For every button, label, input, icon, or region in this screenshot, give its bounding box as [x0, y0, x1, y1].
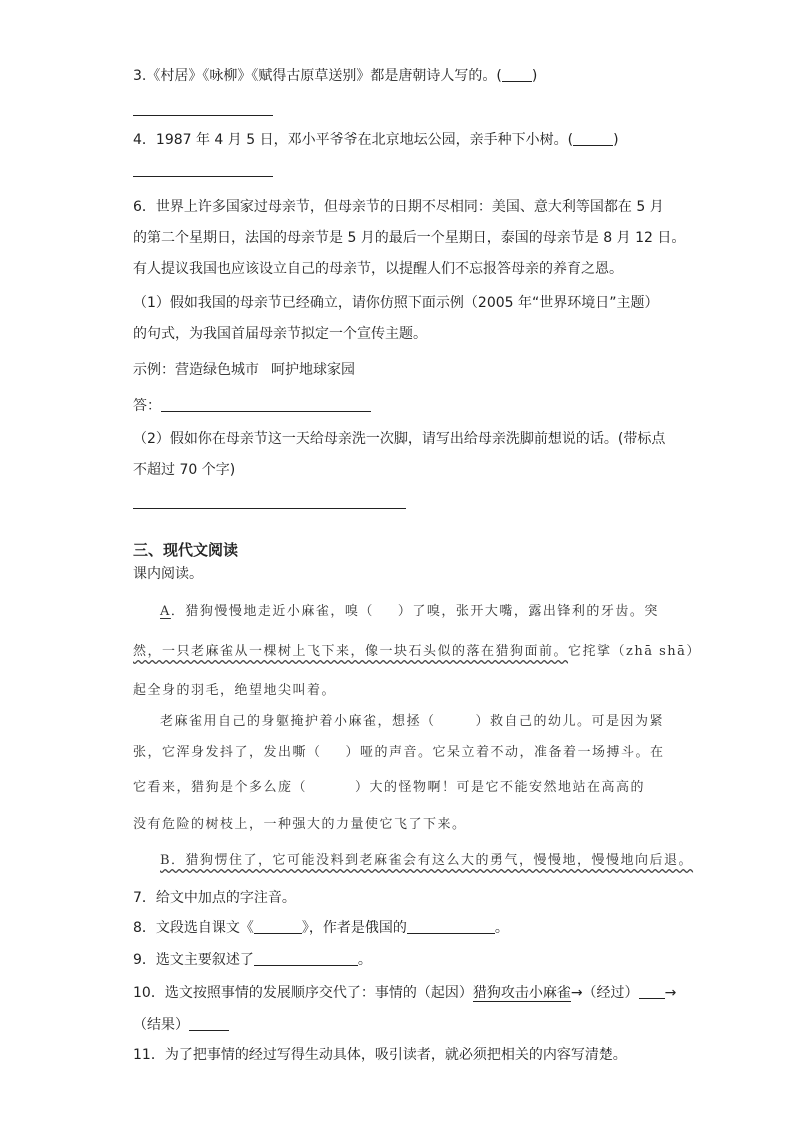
passage-a-line-3: 起全身的羽毛，绝望地尖叫着。: [133, 683, 337, 698]
question-8: 8．文段选自课文《 》，作者是俄国的 。: [133, 920, 509, 936]
answer-blank[interactable]: [407, 918, 495, 934]
section-subtitle: 课内阅读。: [133, 566, 203, 582]
answer-blank[interactable]: [189, 1015, 229, 1031]
answer-line[interactable]: [133, 508, 406, 509]
answer-blank[interactable]: [161, 396, 371, 412]
answer-blank[interactable]: [502, 66, 532, 82]
example-line: 示例：营造绿色城市 呵护地球家园: [133, 362, 355, 378]
question-6-sub2-line-2: 不超过 70 个字): [133, 462, 236, 478]
question-9: 9．选文主要叙述了 。: [133, 952, 372, 968]
question-6-sub1-line-1: （1）假如我国的母亲节已经确立，请你仿照下面示例（2005 年“世界环境日”主题）: [133, 295, 659, 311]
question-3: 3.《村居》《咏柳》《赋得古原草送别》都是唐朝诗人写的。( ): [133, 68, 538, 84]
question-10: 10．选文按照事情的发展顺序交代了：事情的（起因）猎狗攻击小麻雀→（经过） →: [133, 985, 677, 1001]
answer-line[interactable]: [133, 115, 273, 116]
passage-a-line-2: 然，一只老麻雀从一棵树上飞下来，像一块石头似的落在猎狗面前。它挓挲（zhā shā）: [133, 644, 701, 659]
question-6-line-2: 的第二个星期日，法国的母亲节是 5 月的最后一个星期日，泰国的母亲节是 8 月 12 日。: [133, 230, 686, 246]
answer-blank[interactable]: [254, 950, 358, 966]
answer-blank[interactable]: [639, 983, 665, 999]
answer-blank[interactable]: [573, 130, 613, 146]
answer-row: 答：: [133, 396, 371, 416]
question-6-sub1-line-2: 的句式，为我国首届母亲节拟定一个宣传主题。: [133, 326, 427, 342]
answer-line[interactable]: [133, 176, 273, 177]
question-6-sub2-line-1: （2）假如你在母亲节这一天给母亲洗一次脚，请写出给母亲洗脚前想说的话。(带标点: [133, 431, 666, 447]
passage-p2-line-3: 它看来，猎狗是个多么庞（ ）大的怪物啊！可是它不能安然地站在高高的: [133, 780, 646, 795]
passage-p2-line-2: 张，它浑身发抖了，发出嘶（ ）哑的声音。它呆立着不动，准备着一场搏斗。在: [133, 745, 665, 760]
passage-p2-line-1: 老麻雀用自己的身躯掩护着小麻雀，想拯（ ）救自己的幼儿。可是因为紧: [160, 714, 665, 729]
question-11: 11．为了把事情的经过写得生动具体，吸引读者，就必须把相关的内容写清楚。: [133, 1047, 627, 1063]
question-6-line-1: 6．世界上许多国家过母亲节，但母亲节的日期不尽相同：美国、意大利等国都在 5 月: [133, 199, 664, 215]
passage-b: B．猎狗愣住了，它可能没料到老麻雀会有这么大的勇气，慢慢地，慢慢地向后退。: [160, 853, 694, 868]
passage-a-line-1: A．猎狗慢慢地走近小麻雀，嗅（ ）了嗅，张开大嘴，露出锋利的牙齿。突: [160, 604, 659, 619]
question-4: 4．1987 年 4 月 5 日，邓小平爷爷在北京地坛公园，亲手种下小树。( ): [133, 132, 619, 148]
question-10-result: （结果）: [133, 1015, 229, 1035]
question-7: 7．给文中加点的字注音。: [133, 890, 296, 906]
answer-blank[interactable]: [254, 918, 302, 934]
section-title: 三、现代文阅读: [133, 541, 239, 559]
passage-p2-line-4: 没有危险的树枝上，一种强大的力量使它飞了下来。: [133, 817, 467, 832]
question-6-line-3: 有人提议我国也应该设立自己的母亲节，以提醒人们不忘报答母亲的养育之恩。: [133, 261, 623, 277]
